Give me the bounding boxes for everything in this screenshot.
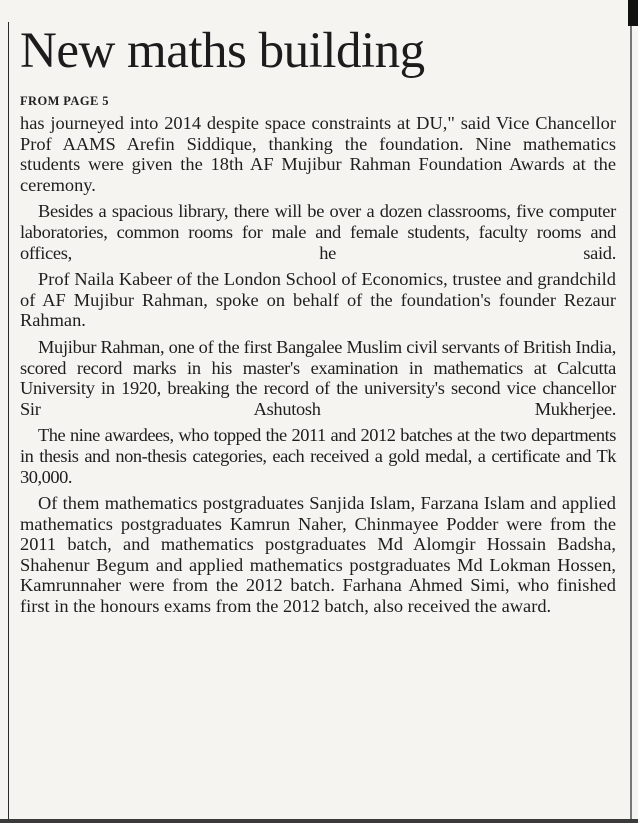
article-body: [20, 113, 616, 617]
paragraph-2: Besides a spacious library, there will be over a dozen classrooms, five computer laboratories, common rooms for male and female students, faculty rooms and offices, he said.: [20, 201, 616, 263]
paragraph-4: Mujibur Rahman, one of the first Bangalee Muslim civil servants of British India, scored record marks in his master's examination in mathematics at Calcutta University in 1920, breaking the record of the university's second vice chancellor Sir Ashutosh Mukherjee.: [20, 336, 616, 419]
column-rule-left: [8, 22, 9, 820]
continuation-kicker: FROM PAGE 5: [20, 94, 109, 108]
paragraph-6: Of them mathematics postgraduates Sanjida Islam, Farzana Islam and applied mathematics postgraduates Kamrun Naher, Chinmayee Podder were from the 2011 batch, and mathematics postgraduates Md Alomgir Hossain Badsha, Shahenur Begum and applied mathematics postgraduates Md Lokman Hossen, Kamrunnaher were from the 2012 batch. Farhana Ahmed Simi, who finished first in the honours exams from the 2012 batch, also received the award.: [20, 493, 616, 617]
paragraph-3: Prof Naila Kabeer of the London School of Economics, trustee and grandchild of AF Mujibur Rahman, spoke on behalf of the foundation's founder Rezaur Rahman.: [20, 269, 616, 331]
column-rule-bottom: [0, 819, 638, 823]
column-rule-right: [630, 26, 632, 823]
paragraph-5: The nine awardees, who topped the 2011 and 2012 batches at the two departments in thesis and non-thesis categories, each received a gold medal, a certificate and Tk 30,000.: [20, 425, 616, 487]
paragraph-1: has journeyed into 2014 despite space constraints at DU," said Vice Chancellor Prof AAMS Arefin Siddique, thanking the foundation. Nine mathematics students were given the 18th AF Mujibur Rahman Foundation Awards at the ceremony.: [20, 113, 616, 195]
column-rule-right-top: [628, 0, 638, 26]
headline: New maths building: [20, 23, 425, 79]
